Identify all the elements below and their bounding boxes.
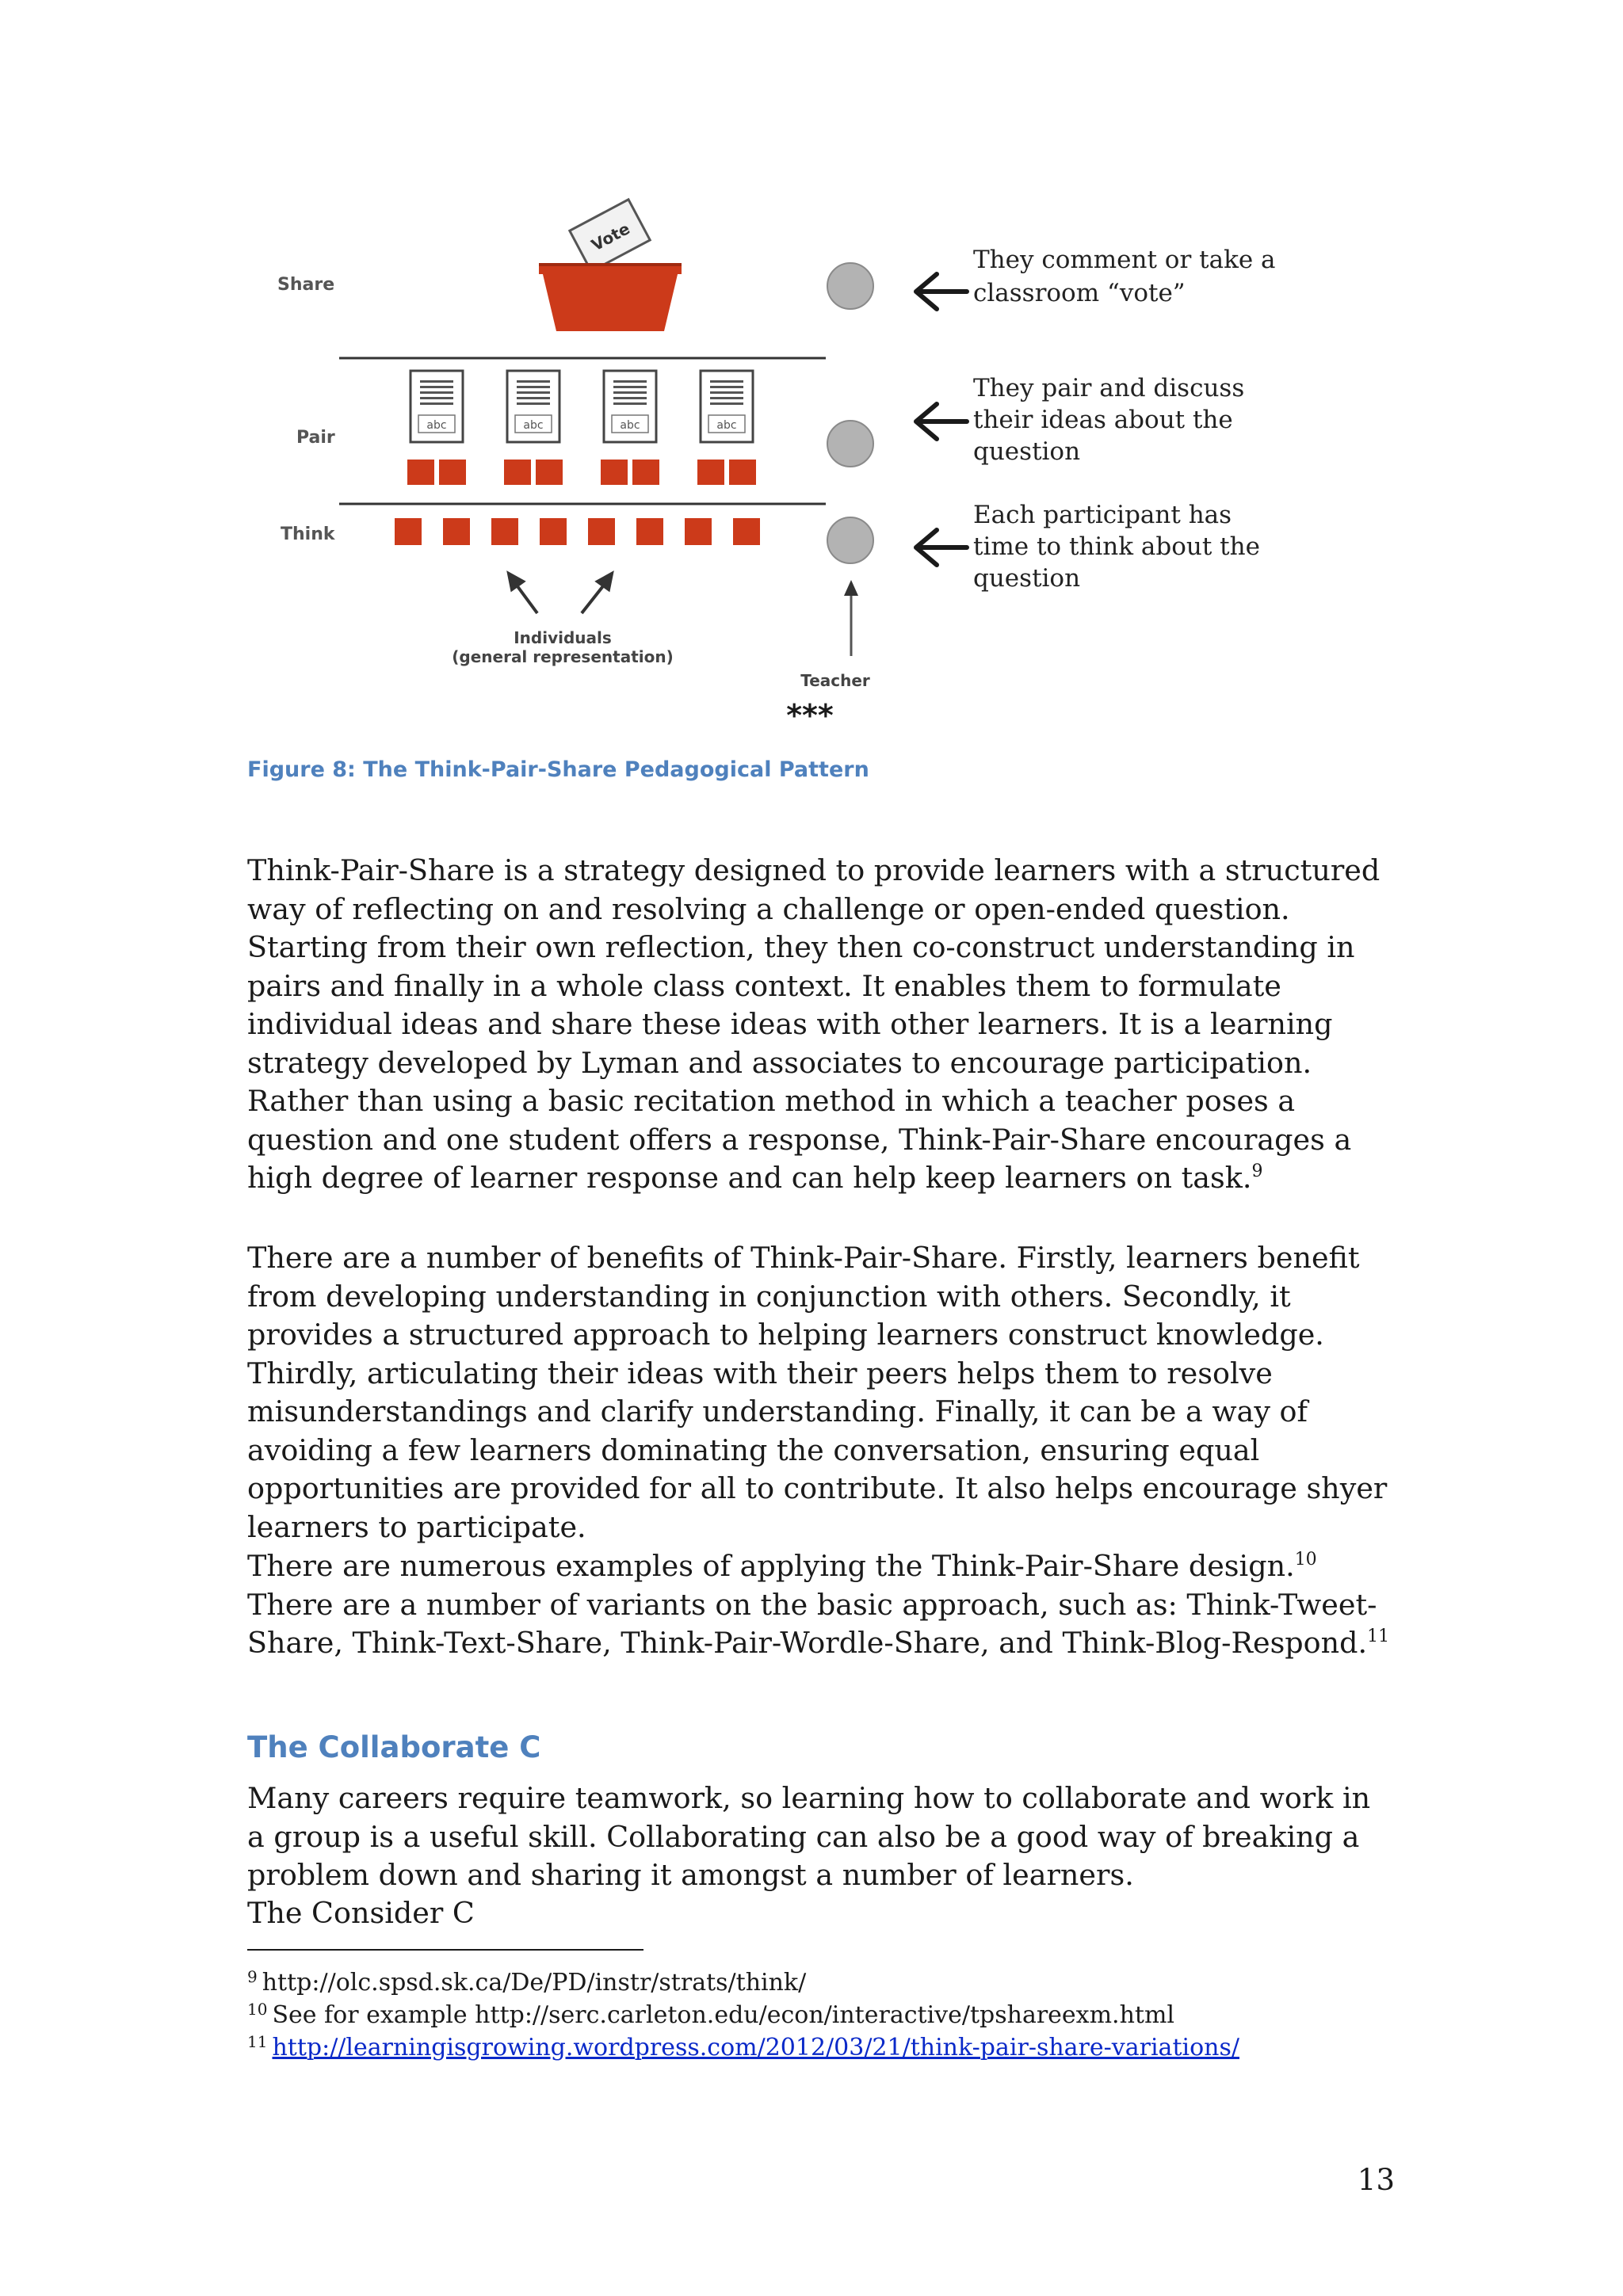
teacher-circle-pair [827,421,873,467]
teacher-circle-share [827,263,873,309]
ballot-card-text: Vote [588,219,633,255]
pair-group-1 [407,371,466,485]
paragraph-collaborate: Many careers require teamwork, so learning how to collaborate and work in a group is a useful skill. Collaborating can also be a good way of breaking a problem down and sharing it amongst a number of learners. [247,1781,1371,1892]
sheet-label: abc [523,419,544,432]
learner-square [536,460,563,485]
footnote-ref-9: 9 [1251,1161,1263,1181]
arrow-left-icon [916,404,967,439]
sheet-label: abc [620,419,640,432]
footnote-10: $^{10}$ See for example http://serc.carleton.edu/econ/interactive/tpshareexm.html [247,2000,1175,2029]
footnote-11: $^{11}$ http://learningisgrowing.wordpress.com/2012/03/21/think-pair-share-variations/ [247,2032,1239,2061]
learner-square [439,460,466,485]
individual-learner-square [685,518,712,545]
individual-learner-square [588,518,615,545]
description-think-line-1: Each participant has [973,501,1232,529]
pair-group-2 [504,371,563,485]
discussion-sheet-icon [507,371,559,442]
individual-learner-square [636,518,663,545]
individuals-arrows [509,574,612,613]
description-pair-line-3: question [973,437,1081,466]
figure-caption: Figure 8: The Think-Pair-Share Pedagogical Pattern [247,757,869,782]
description-share-line-2: classroom “vote” [973,279,1186,307]
pair-group-3 [601,371,659,485]
sheet-label: abc [426,419,447,432]
individual-learners [395,518,760,545]
individual-learner-square [395,518,422,545]
think-pair-share-figure [254,181,1284,751]
row-label-think: Think [281,524,335,544]
individual-learner-square [491,518,518,545]
description-think-line-3: question [973,564,1081,593]
paragraph-think-pair-share-intro: Think-Pair-Share is a strategy designed to provide learners with a structured way of reflecting on and resolving a challenge or open-ended question. Starting from their own reflection, they then co-construct understanding in pairs and finally in a whole class context. It enables them to formulate individual ideas and share these ideas with other learners. It is a learning strategy developed by Lyman and associates to encourage participation. Rather than using a basic recitation method in which a teacher poses a question and one student offers a response, Think-Pair-Share encourages a high degree of learner response and can help keep learners on task.$^9$ [247,853,1381,1195]
arrow-left-icon [916,530,967,565]
learner-square [407,460,434,485]
footnote-ref-11: 11 [1367,1627,1390,1646]
description-think-line-2: time to think about the [973,532,1260,561]
discussion-sheet-icon [604,371,656,442]
discussion-sheet-icon [701,371,753,442]
learner-square [601,460,628,485]
teacher-label: Teacher [800,671,870,690]
learner-square [504,460,531,485]
pair-group-4 [697,371,756,485]
footnote-9: $^9$ http://olc.spsd.sk.ca/De/PD/instr/strats/think/ [247,1967,807,1997]
arrow-left-icon [916,274,967,309]
discussion-sheet-icon [411,371,463,442]
individual-learner-square [540,518,567,545]
individual-learner-square [443,518,470,545]
page-number: 13 [1357,2163,1395,2197]
individual-learner-square [733,518,760,545]
row-label-share: Share [277,275,335,295]
pair-groups [407,371,756,485]
footnote-ref-10: 10 [1294,1550,1317,1569]
footnote-divider [247,1949,643,1951]
learner-square [729,460,756,485]
individuals-label: Individuals [514,628,612,647]
figure-svg [254,181,1284,751]
paragraph-examples: There are numerous examples of applying the Think-Pair-Share design.$^{10}$ There are a number of variants on the basic approach, such as: Think-Tweet-Share, Think-Text-Share, Think-Pair-Wordle-Share, and Think-Blog-Respond.$^{11}$ [247,1549,1390,1660]
footnote-11-link[interactable]: http://learningisgrowing.wordpress.com/2012/03/21/think-pair-share-variations/ [272,2034,1239,2061]
footnotes [247,1966,1436,2064]
learner-square [697,460,724,485]
description-share-line-1: They comment or take a [973,246,1276,274]
row-label-pair: Pair [296,428,335,448]
ballot-box-icon [539,200,682,331]
individuals-sub-label: (general representation) [452,647,674,666]
description-pair-line-2: their ideas about the [973,406,1233,434]
description-pair-line-1: They pair and discuss [973,374,1245,402]
arrow-up-icon [844,580,858,656]
paragraph-benefits: There are a number of benefits of Think-Pair-Share. Firstly, learners benefit from developing understanding in conjunction with others. Secondly, it provides a structured approach to helping learners construct knowledge. Thirdly, articulating their ideas with their peers helps them to resolve misunderstandings and clarify understanding. Finally, it can be a way of avoiding a few learners dominating the conversation, ensuring equal opportunities are provided for all to contribute. It also helps encourage shyer learners to participate. [247,1241,1388,1544]
section-heading-collaborate: The Collaborate C [247,1730,541,1764]
paragraph-consider: The Consider C [247,1896,475,1930]
teacher-circle-think [827,517,873,563]
sheet-label: abc [716,419,737,432]
learner-square [632,460,659,485]
stars: *** [786,698,834,733]
